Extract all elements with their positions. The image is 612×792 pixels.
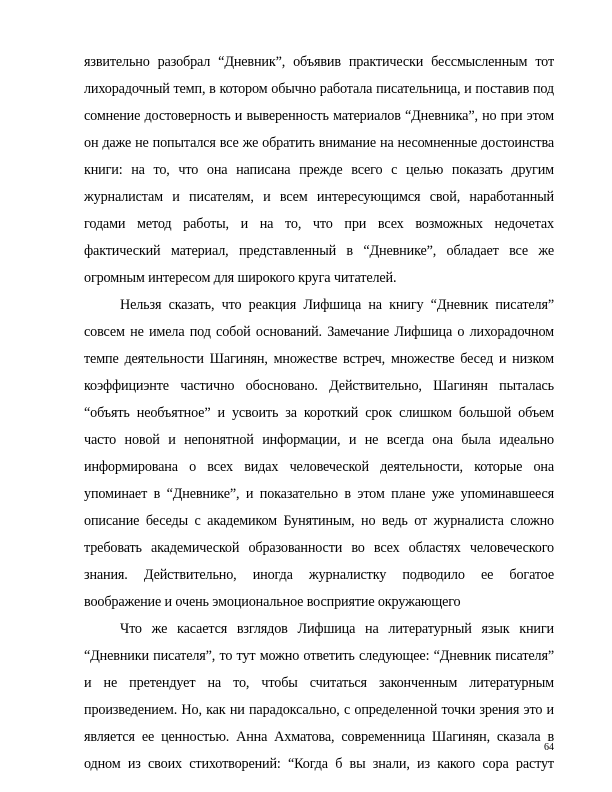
text-line: Что же касается взглядов Лифшица на литературный язык книги <box>120 621 554 637</box>
text-line: он даже не попытался все же обратить внимание на несомненные достоинства <box>84 135 554 151</box>
text-line: является ее ценностью. Анна Ахматова, современница Шагинян, сказала в <box>84 729 554 745</box>
text-line: темпе деятельности Шагинян, множестве встреч, множестве бесед и низком <box>84 351 554 367</box>
text-line: упоминает в “Дневнике”, и показательно в этом плане уже упоминавшееся <box>84 486 554 502</box>
text-line: знания. Действительно, иногда журналистку подводило ее богатое <box>84 567 554 583</box>
text-line: требовать академической образованности во всех областях человеческого <box>84 540 554 556</box>
text-line: совсем не имела под собой оснований. Замечание Лифшица о лихорадочном <box>84 324 554 340</box>
text-line: годами метод работы, и на то, что при всех возможных недочетах <box>84 216 554 232</box>
text-line: воображение и очень эмоциональное восприятие окружающего <box>84 594 461 610</box>
text-line: Нельзя сказать, что реакция Лифшица на книгу “Дневник писателя” <box>120 297 554 313</box>
text-line: “объять необъятное” и усвоить за короткий срок слишком большой объем <box>84 405 554 421</box>
text-line: произведением. Но, как ни парадоксально, с определенной точки зрения это и <box>84 702 554 718</box>
text-line: огромным интересом для широкого круга читателей. <box>84 270 397 286</box>
text-line: информирована о всех видах человеческой деятельности, которые она <box>84 459 554 475</box>
text-line: книги: на то, что она написана прежде всего с целью показать другим <box>84 162 554 178</box>
text-line: язвительно разобрал “Дневник”, объявив практически бессмысленным тот <box>84 54 554 70</box>
text-line: описание беседы с академиком Бунятиным, но ведь от журналиста сложно <box>84 513 554 529</box>
text-line: сомнение достоверность и выверенность материалов “Дневника”, но при этом <box>84 108 554 124</box>
text-line: коэффициэнте частично обосновано. Действительно, Шагинян пыталась <box>84 378 554 394</box>
text-line: и не претендует на то, чтобы считаться законченным литературным <box>84 675 554 691</box>
text-line: часто новой и непонятной информации, и не всегда она была идеально <box>84 432 554 448</box>
text-line: “Дневники писателя”, то тут можно ответить следующее: “Дневник писателя” <box>84 648 554 664</box>
text-line: фактический материал, представленный в “Дневнике”, обладает все же <box>84 243 554 259</box>
text-line: лихорадочный темп, в котором обычно работала писательница, и поставив под <box>84 81 554 97</box>
text-line: журналистам и писателям, и всем интересующимся свой, наработанный <box>84 189 554 205</box>
page-number: 64 <box>544 742 554 753</box>
text-line: одном из своих стихотворений: “Когда б вы знали, из какого сора растут <box>84 756 554 772</box>
